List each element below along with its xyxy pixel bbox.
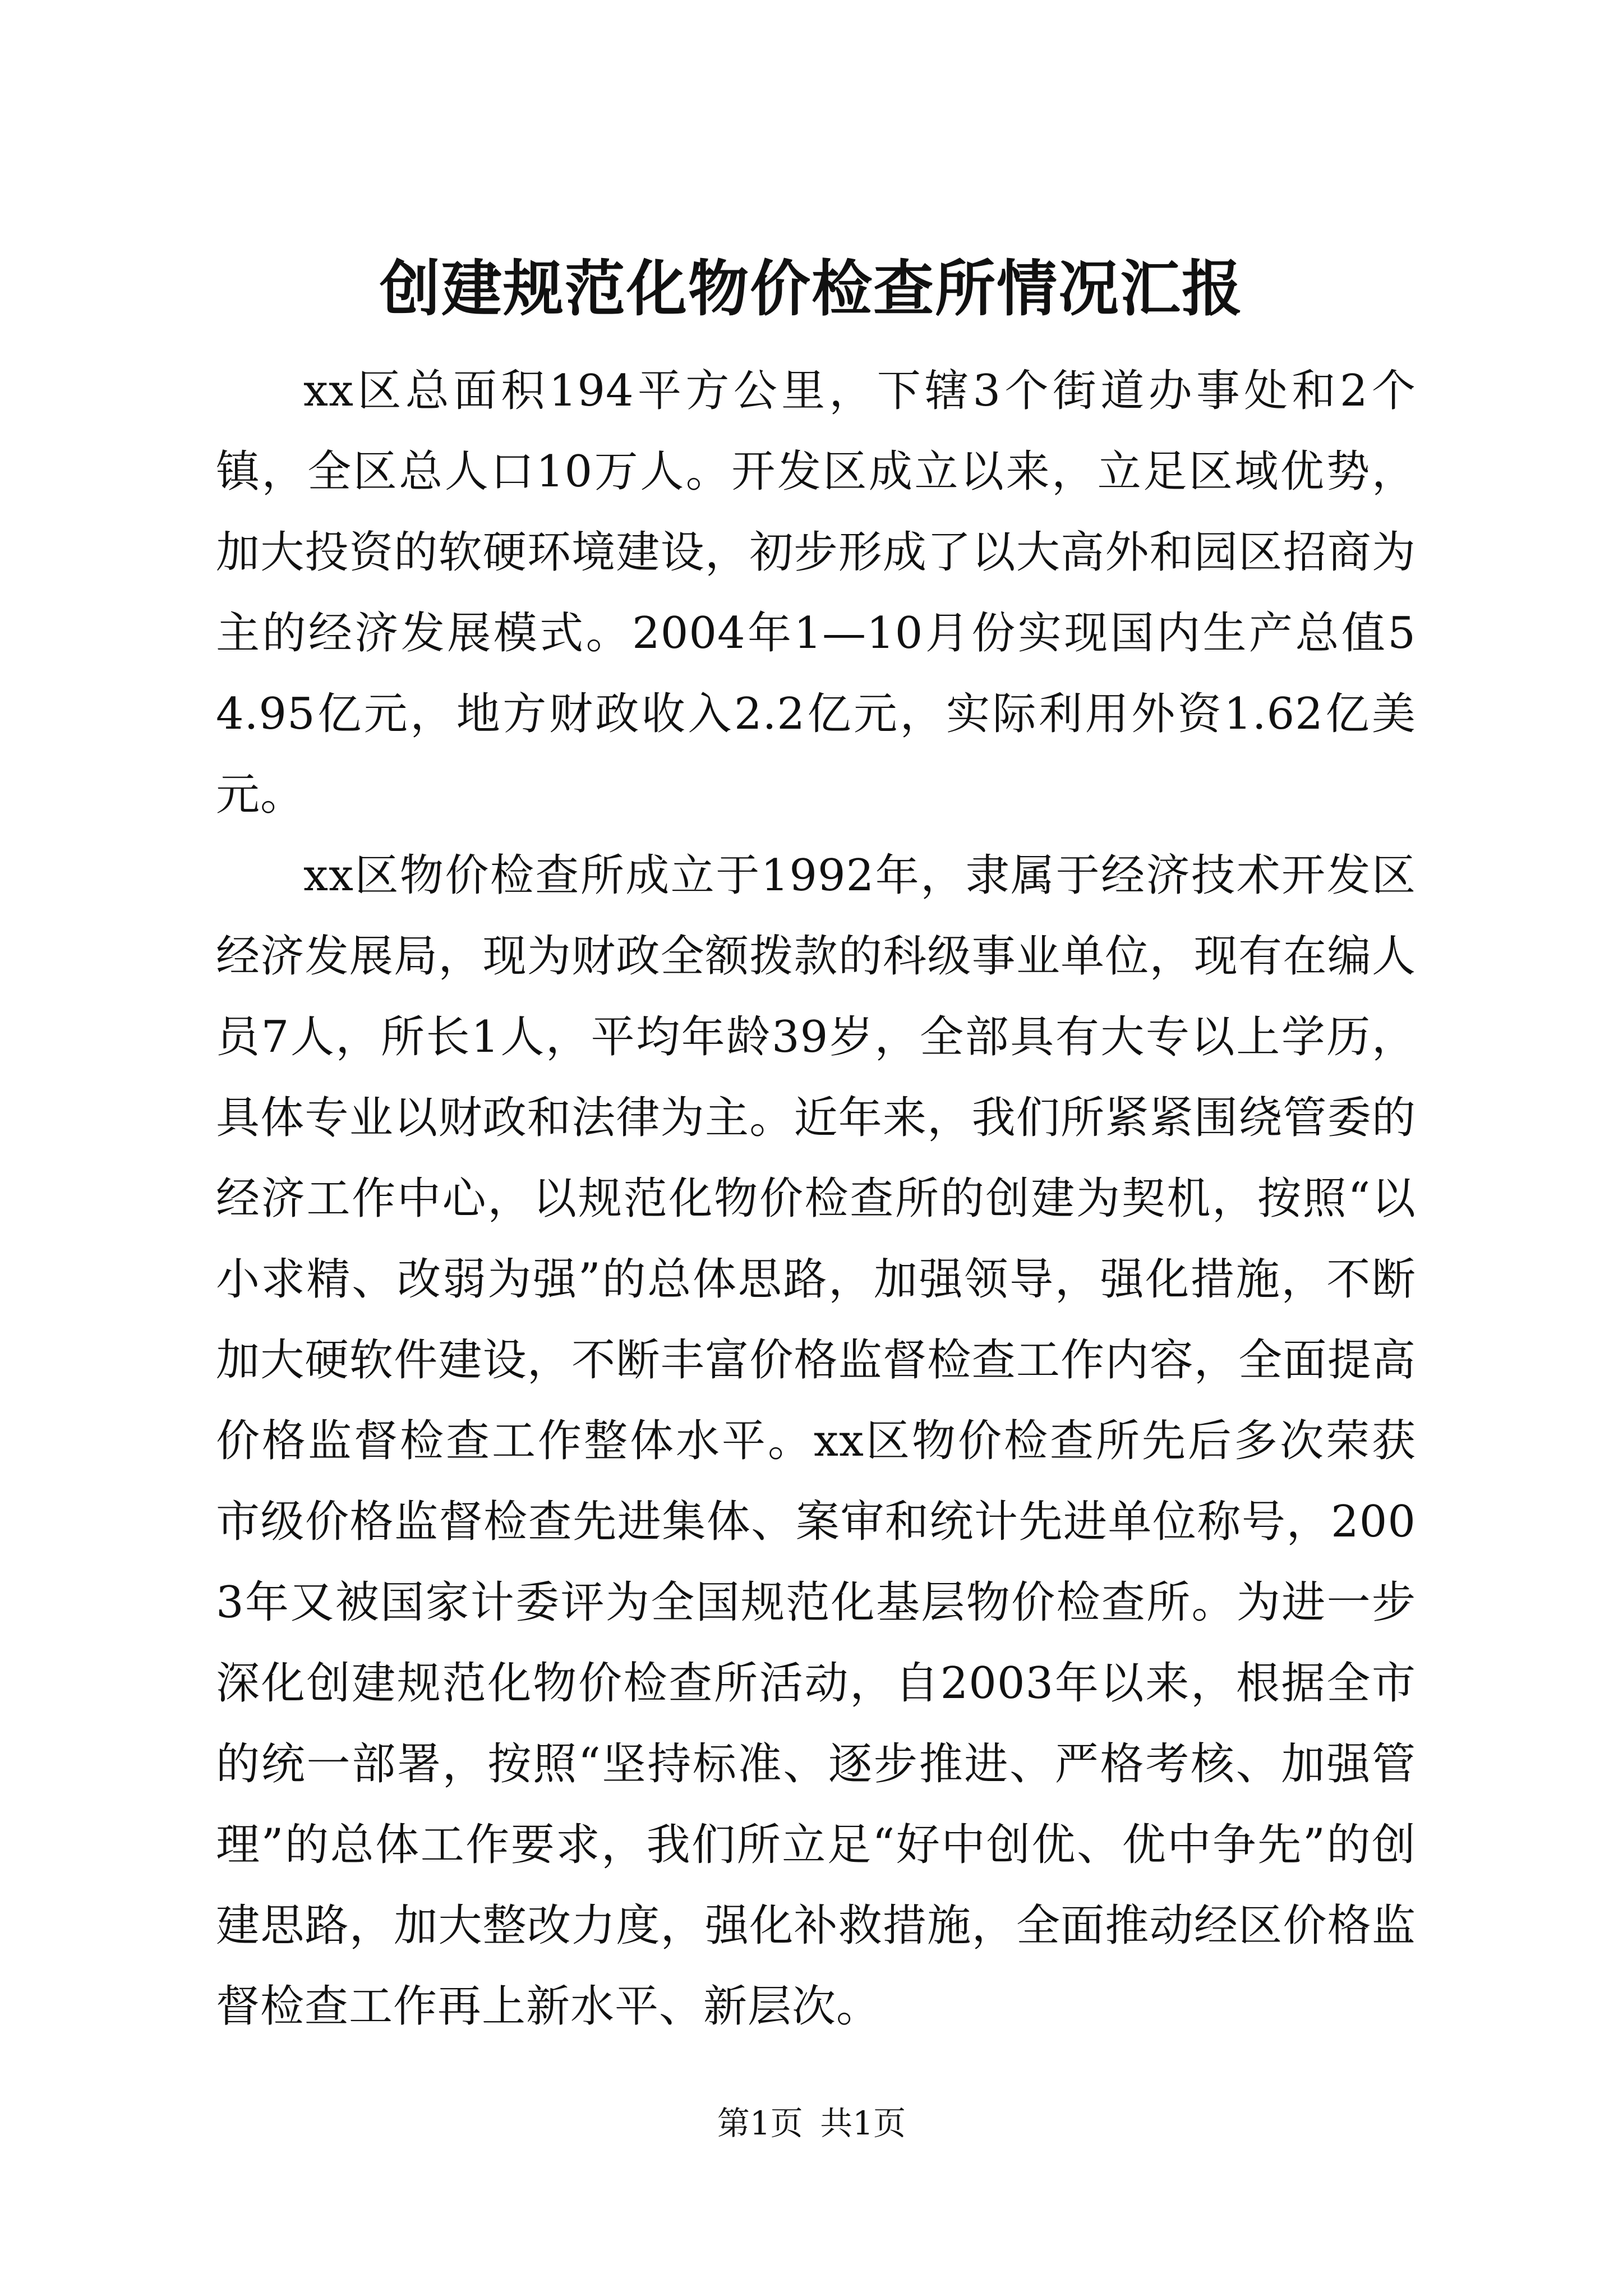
page-total: 共1页 [820,2104,906,2142]
page-footer [0,2101,1623,2146]
document-body [216,351,1416,2047]
paragraph-1: xx区总面积194平方公里，下辖3个街道办事处和2个镇，全区总人口10万人。开发区成立以来，立足区域优势，加大投资的软硬环境建设，初步形成了以大高外和园区招商为主的经济发展模式。2004年1—10月份实现国内生产总值54.95亿元，地方财政收入2.2亿元，实际利用外资1.62亿美元。 [216,366,1416,820]
page-number: 第1页 [717,2104,803,2142]
document-title: 创建规范化物价检查所情况汇报 [379,254,1243,324]
paragraph-2: xx区物价检查所成立于1992年，隶属于经济技术开发区经济发展局，现为财政全额拨款的科级事业单位，现有在编人员7人，所长1人，平均年龄39岁，全部具有大专以上学历，具体专业以财政和法律为主。近年来，我们所紧紧围绕管委的经济工作中心，以规范化物价检查所的创建为契机，按照“以小求精、改弱为强”的总体思路，加强领导，强化措施，不断加大硬软件建设，不断丰富价格监督检查工作内容，全面提高价格监督检查工作整体水平。xx区物价检查所先后多次荣获市级价格监督检查先进集体、案审和统计先进单位称号，2003年又被国家计委评为全国规范化基层物价检查所。为进一步深化创建规范化物价检查所活动，自2003年以来，根据全市的统一部署，按照“坚持标准、逐步推进、严格考核、加强管理”的总体工作要求，我们所立足“好中创优、优中争先”的创建思路，加大整改力度，强化补救措施，全面推动经区价格监督检查工作再上新水平、新层次。 [216,850,1416,2032]
